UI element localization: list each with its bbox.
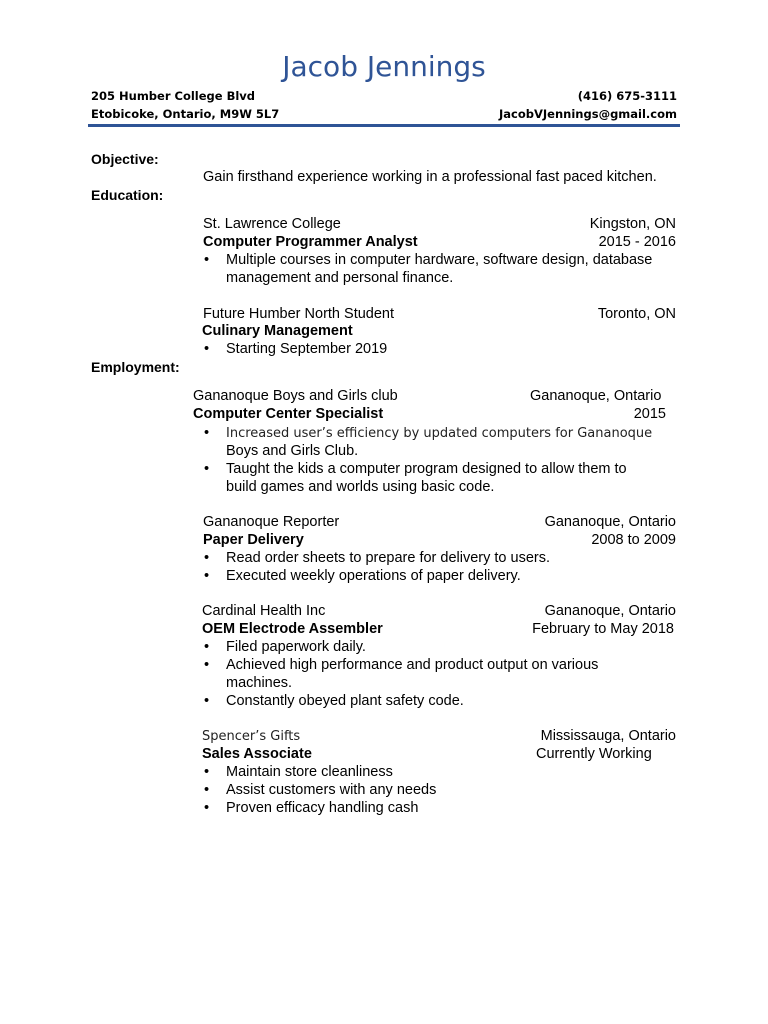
job-title: Computer Center Specialist <box>193 406 384 422</box>
bullet-marker: • <box>204 800 210 816</box>
job-employer: Cardinal Health Inc <box>202 603 326 619</box>
job-title: OEM Electrode Assembler <box>202 621 383 637</box>
email-address: JacobVJennings@gmail.com <box>499 107 677 121</box>
job-employer: Gananoque Boys and Girls club <box>193 388 398 404</box>
job-dates: Currently Working <box>536 746 652 762</box>
address-line1: 205 Humber College Blvd <box>91 89 256 103</box>
job-dates: 2008 to 2009 <box>591 532 676 548</box>
job-dates: 2015 <box>633 406 666 422</box>
education-bullet: Starting September 2019 <box>226 341 388 357</box>
bullet-marker: • <box>204 782 210 798</box>
bullet-marker: • <box>204 764 210 780</box>
bullet-marker: • <box>204 639 210 655</box>
employment-heading: Employment: <box>91 359 180 375</box>
education-school: St. Lawrence College <box>203 216 341 232</box>
job-employer: Spencer’s Gifts <box>202 729 301 744</box>
job-location: Gananoque, Ontario <box>544 603 676 619</box>
job-bullet: Assist customers with any needs <box>226 782 437 798</box>
education-bullet-cont: management and personal finance. <box>226 270 454 286</box>
job-title: Paper Delivery <box>203 532 304 548</box>
address-line2: Etobicoke, Ontario, M9W 5L7 <box>91 107 280 121</box>
job-bullet: Maintain store cleanliness <box>226 764 393 780</box>
objective-heading: Objective: <box>91 151 159 167</box>
education-location: Toronto, ON <box>597 306 676 322</box>
job-bullet-cont: Boys and Girls Club. <box>226 443 359 459</box>
education-dates: 2015 - 2016 <box>598 234 676 250</box>
bullet-marker: • <box>204 657 210 673</box>
resume-name: Jacob Jennings <box>282 50 486 83</box>
job-bullet: Proven efficacy handling cash <box>226 800 419 816</box>
job-location: Gananoque, Ontario <box>530 388 662 404</box>
job-location: Gananoque, Ontario <box>544 514 676 530</box>
job-employer: Gananoque Reporter <box>203 514 340 530</box>
education-program: Computer Programmer Analyst <box>203 234 418 250</box>
bullet-marker: • <box>204 461 210 477</box>
education-bullet: Multiple courses in computer hardware, software design, database <box>226 252 653 268</box>
job-bullet: Increased user’s efficiency by updated computers for Gananoque <box>226 426 653 441</box>
job-bullet: Taught the kids a computer program designed to allow them to <box>226 461 627 477</box>
education-program: Culinary Management <box>202 323 353 339</box>
bullet-marker: • <box>204 550 210 566</box>
bullet-marker: • <box>204 252 210 268</box>
header-divider <box>88 124 680 127</box>
education-school: Future Humber North Student <box>203 306 395 322</box>
phone-number: (416) 675-3111 <box>577 89 677 103</box>
job-bullet: Read order sheets to prepare for delivery to users. <box>226 550 550 566</box>
job-dates: February to May 2018 <box>532 621 674 637</box>
job-bullet: Constantly obeyed plant safety code. <box>226 693 464 709</box>
bullet-marker: • <box>204 425 210 441</box>
job-bullet: Achieved high performance and product output on various <box>226 657 599 673</box>
education-heading: Education: <box>91 187 164 203</box>
job-bullet-cont: build games and worlds using basic code. <box>226 479 495 495</box>
job-bullet: Filed paperwork daily. <box>226 639 366 655</box>
bullet-marker: • <box>204 693 210 709</box>
job-location: Mississauga, Ontario <box>540 728 676 744</box>
education-location: Kingston, ON <box>589 216 676 232</box>
job-bullet: Executed weekly operations of paper delivery. <box>226 568 521 584</box>
job-title: Sales Associate <box>202 746 312 762</box>
bullet-marker: • <box>204 341 210 357</box>
objective-text: Gain firsthand experience working in a professional fast paced kitchen. <box>203 169 657 185</box>
bullet-marker: • <box>204 568 210 584</box>
job-bullet-cont: machines. <box>226 675 293 691</box>
